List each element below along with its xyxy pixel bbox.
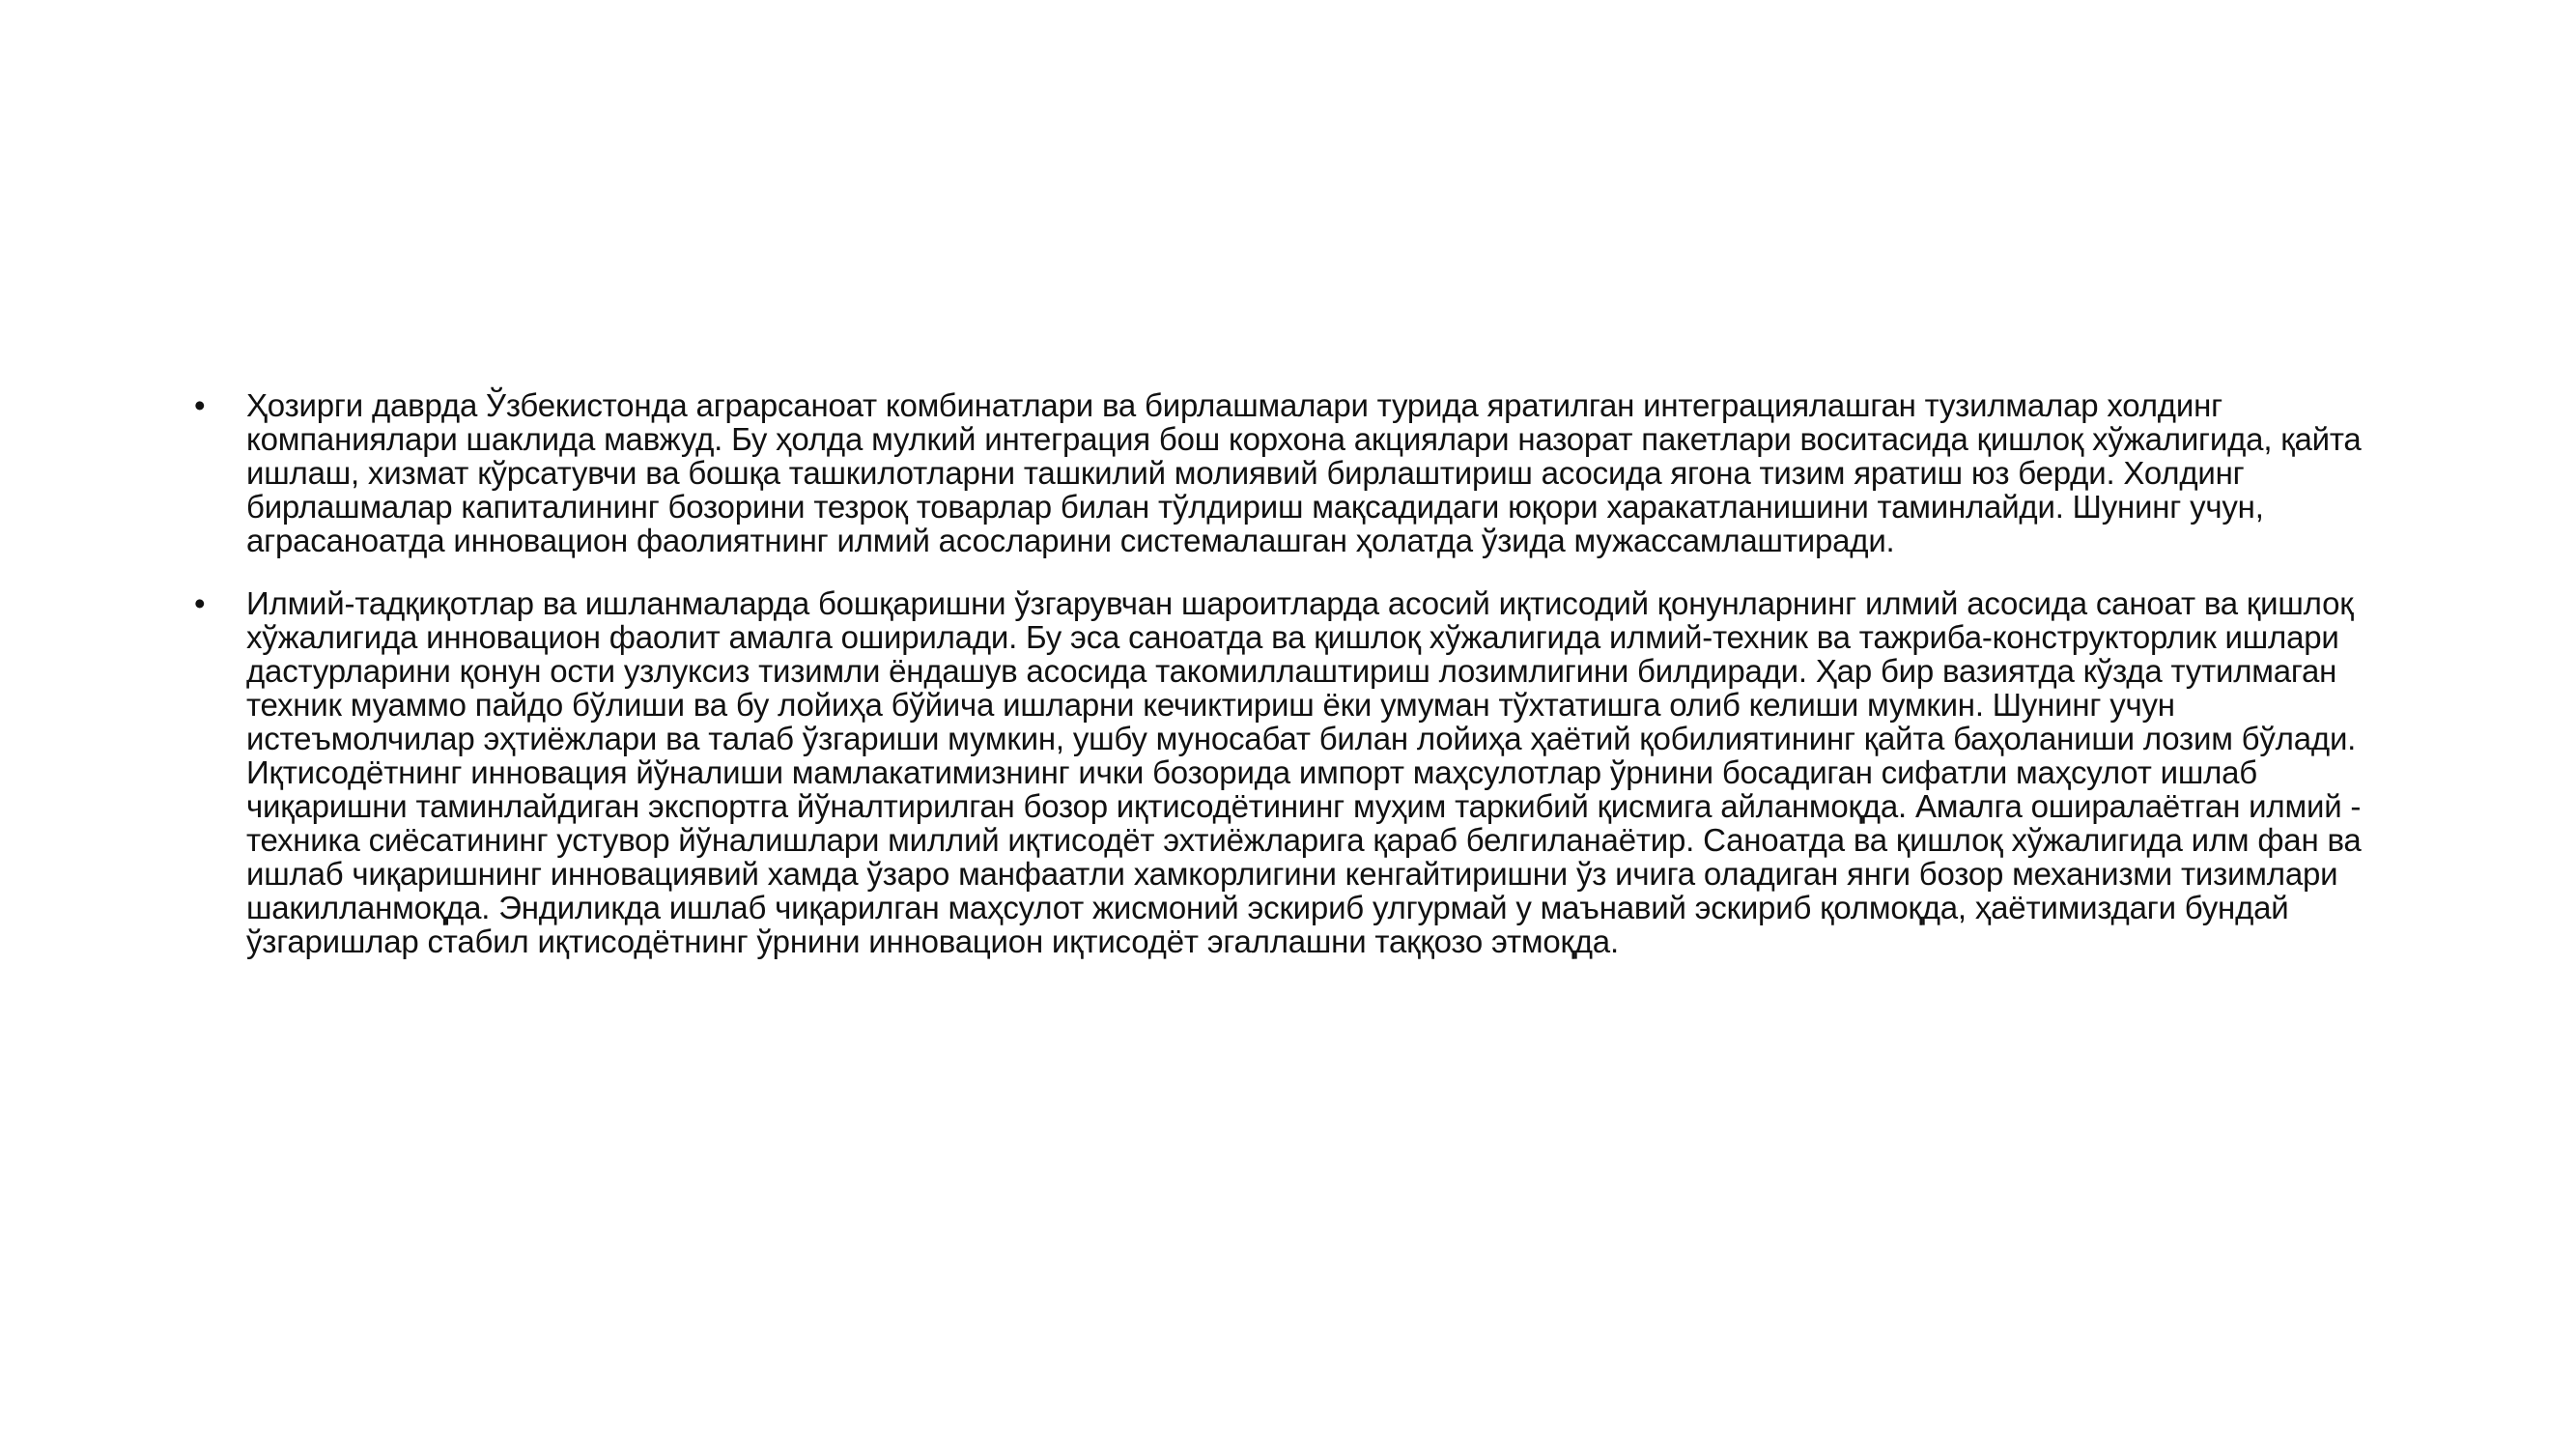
bullet-dot-icon: • <box>194 387 206 423</box>
bullet-paragraph-1 <box>188 388 2410 557</box>
bullet-dot-icon: • <box>194 585 206 621</box>
paragraph-text: Илмий-тадқиқотлар ва ишланмаларда бошқаришни ўзгарувчан шароитларда асосий иқтисодий қонунларнинг илмий асосида саноат ва қишлоқ хўжалигида инновацион фаолит амалга оширилади. Бу эса саноатда ва қишлоқ хўжалигида илмий-техник ва тажриба-конструкторлик ишлари дастурларини қонун ости узлуксиз тизимли ёндашув асосида такомиллаштириш лозимлигини билдиради. Ҳар бир вазиятда кўзда тутилмаган техник муаммо пайдо бўлиши ва бу лойиҳа бўйича ишларни кечиктириш ёки умуман тўхтатишга олиб келиши мумкин. Шунинг учун истеъмолчилар эҳтиёжлари ва талаб ўзгариши мумкин, ушбу муносабат билан лойиҳа ҳаётий қобилиятининг қайта баҳоланиши лозим бўлади. Иқтисодётнинг инновация йўналиши мамлакатимизнинг ички бозорида импорт маҳсулотлар ўрнини босадиган сифатли маҳсулот ишлаб чиқаришни таминлайдиган экспортга йўналтирилган бозор иқтисодётининг муҳим таркибий қисмига айланмоқда. Амалга оширалаётган илмий - техника сиёсатининг устувор йўналишлари миллий иқтисодёт эхтиёжларига қараб белгиланаётир. Саноатда ва қишлоқ хўжалигида илм фан ва ишлаб чиқаришнинг инновациявий хамда ўзаро манфаатли хамкорлигини кенгайтиришни ўз ичига оладиган янги бозор механизми тизимлари шакилланмоқда. Эндиликда ишлаб чиқарилган маҳсулот жисмоний эскириб улгурмай у маънавий эскириб қолмоқда, ҳаётимиздаги бундай ўзгаришлар стабил иқтисодётнинг ўрнини инновацион иқтисодёт эгаллашни таққозо этмоқда. <box>246 585 2362 959</box>
slide-content <box>188 388 2410 958</box>
bullet-paragraph-2 <box>188 586 2410 958</box>
paragraph-text: Ҳозирги даврда Ўзбекистонда аграрсаноат комбинатлари ва бирлашмалари турида яратилган интеграциялашган тузилмалар холдинг компаниялари шаклида мавжуд. Бу ҳолда мулкий интеграция бош корхона акциялари назорат пакетлари воситасида қишлоқ хўжалигида, қайта ишлаш, хизмат кўрсатувчи ва бошқа ташкилотларни ташкилий молиявий бирлаштириш асосида ягона тизим яратиш юз берди. Холдинг бирлашмалар капиталининг бозорини тезроқ товарлар билан тўлдириш мақсадидаги юқори харакатланишини таминлайди. Шунинг учун, аграсаноатда инновацион фаолиятнинг илмий асосларини системалашган ҳолатда ўзида мужассамлаштиради. <box>246 387 2362 558</box>
bullet-list <box>188 388 2410 958</box>
